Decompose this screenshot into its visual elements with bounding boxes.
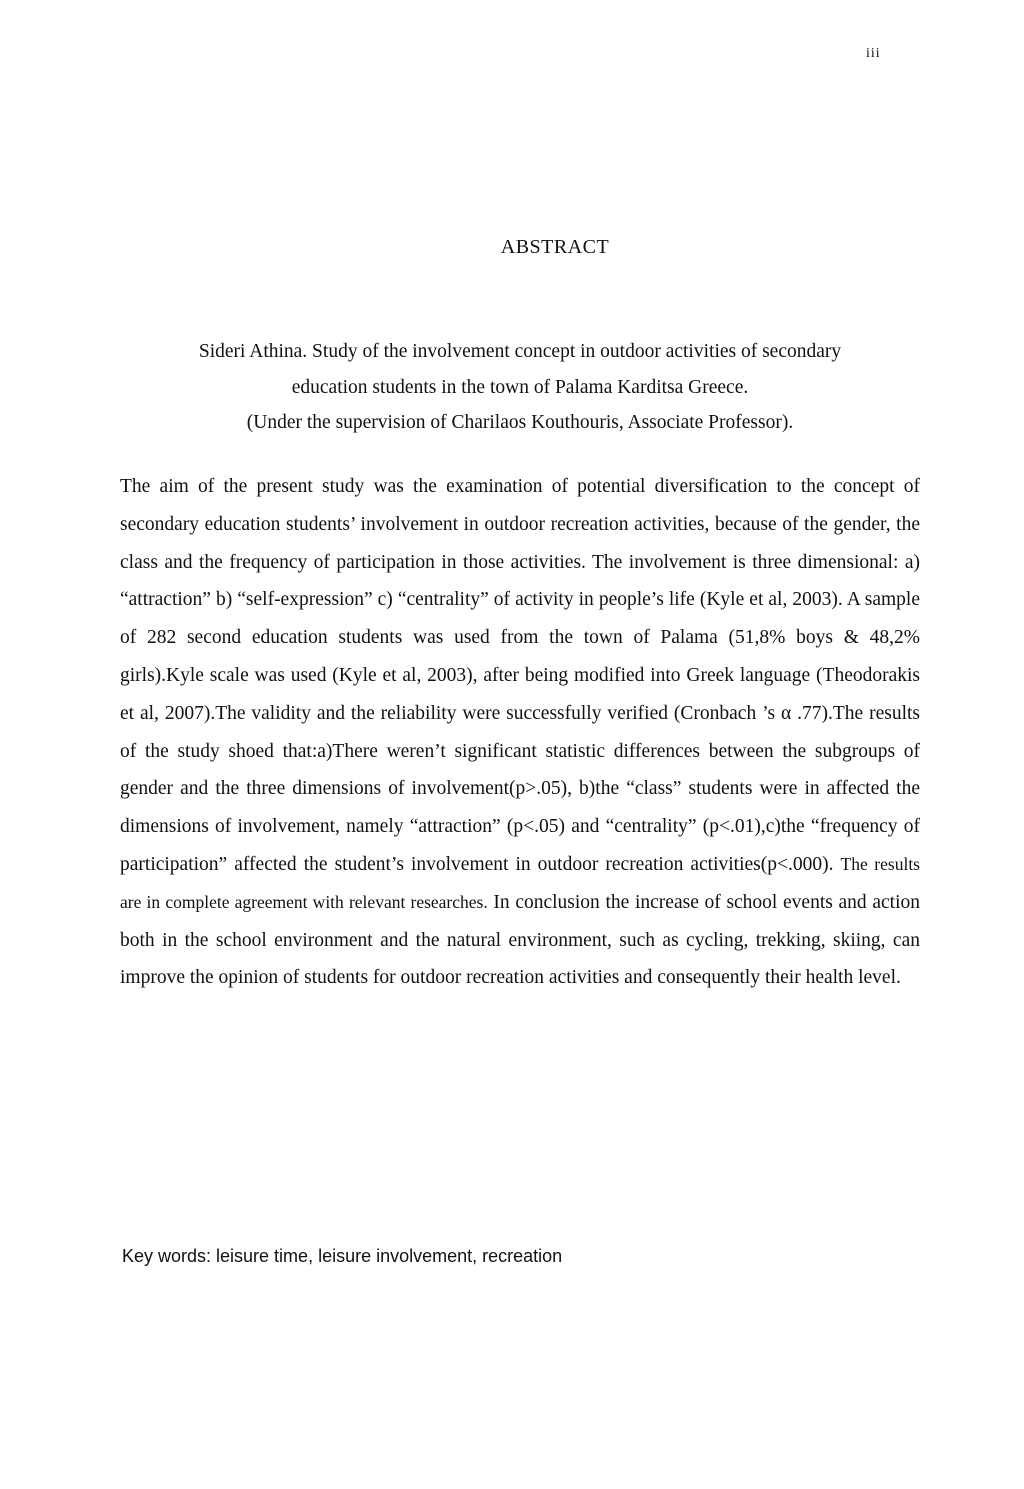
abstract-title: ABSTRACT	[500, 236, 610, 258]
abstract-body-text: The aim of the present study was the examination of potential diversification to the concept of secondary education students’ involvement in outdoor recreation activities, because of the gender, the class and the frequency of participation in those activities. The involvement is three dimensional: a) “attraction” b) “self-expression” c) “centrality” of activity in people’s life (Kyle et al, 2003). A sample of 282 second education students was used from the town of Palama (51,8% boys & 48,2% girls).Kyle scale was used (Kyle et al, 2003), after being modified into Greek language (Theodorakis et al, 2007).The validity and the reliability were successfully verified (Cronbach ’s α .77).The results of the study shoed that:a)There weren’t significant statistic differences between the subgroups of gender and the three dimensions of involvement(p>.05), b)the “class” students were in affected the dimensions of involvement, namely “attraction” (p<.05) and “centrality” (p<.01),c)the “frequency of participation” affected the student’s involvement in outdoor recreation activities(p<.000).	[120, 476, 920, 875]
abstract-body	[120, 468, 920, 997]
abstract-body-text: In conclusion the increase of school events and action both in the school environment and the natural environment, such as cycling, trekking, skiing, can improve the opinion of students for outdoor recreation activities and consequently their health level.	[120, 891, 920, 989]
citation-line: Sideri Athina. Study of the involvement concept in outdoor activities of secondary	[198, 341, 842, 362]
abstract-body-text: The results are in complete agreement with relevant researches.	[120, 853, 920, 912]
citation-line: education students in the town of Palama Karditsa Greece.	[291, 376, 749, 398]
citation-line: (Under the supervision of Charilaos Kouthouris, Associate Professor).	[246, 412, 794, 433]
keywords: Key words: leisure time, leisure involvement, recreation	[122, 1246, 563, 1266]
page-number: iii	[866, 46, 881, 61]
citation-block	[120, 334, 920, 441]
